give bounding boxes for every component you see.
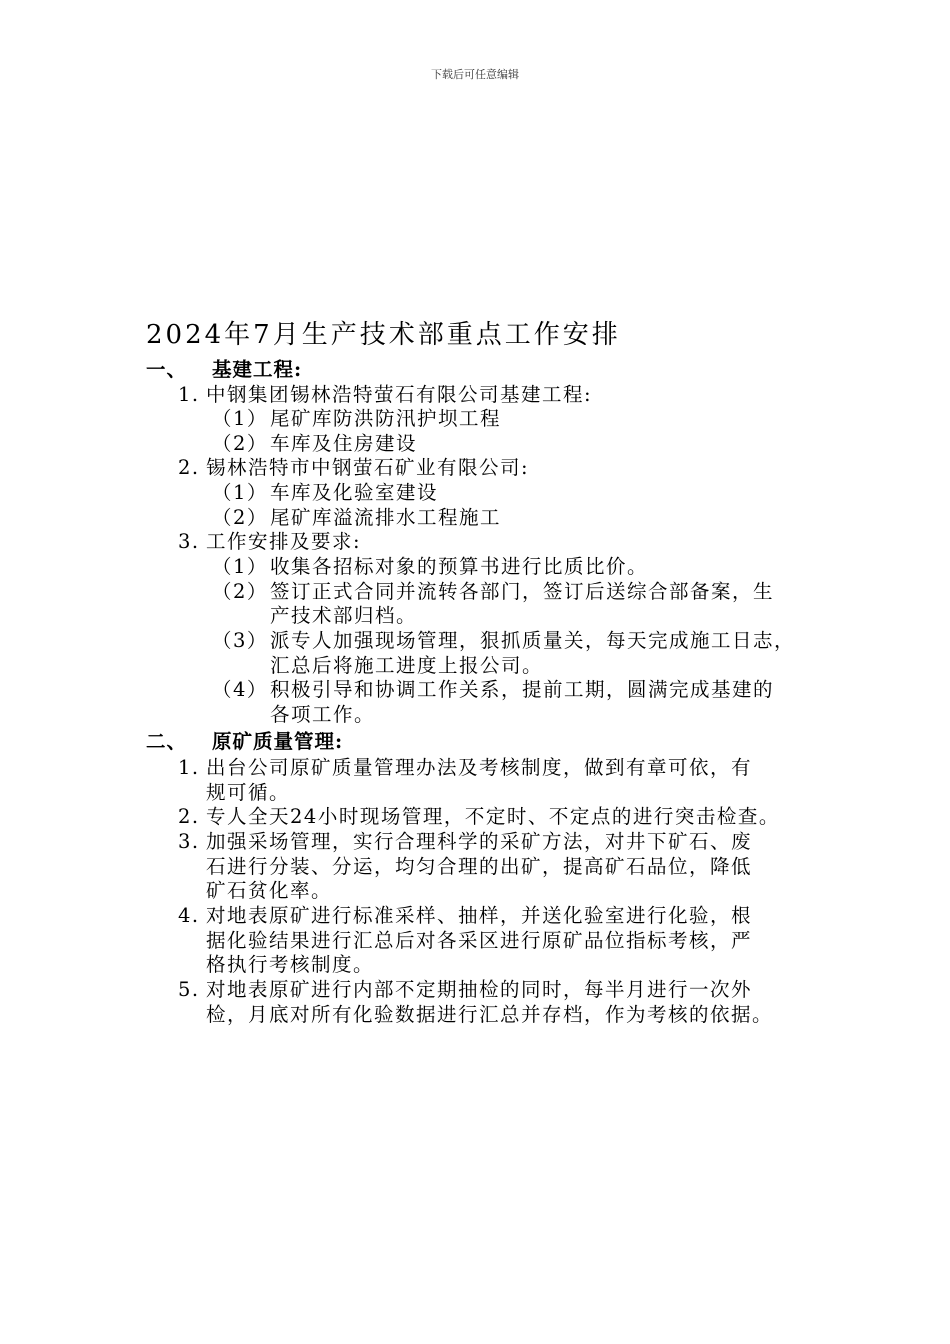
line-number: （1） (212, 481, 268, 504)
line-number: （2） (212, 432, 268, 455)
line-number: 1. (178, 756, 200, 779)
list-item-text: 对地表原矿进行标准采样、抽样，并送化验室进行化验，根 (206, 904, 753, 927)
list-item-text: 石进行分装、分运，均匀合理的出矿，提高矿石品位，降低 (206, 855, 753, 878)
section-heading: 原矿质量管理: (212, 730, 344, 753)
list-item-text: 汇总后将施工进度上报公司。 (270, 654, 544, 677)
list-item-text: 派专人加强现场管理，狠抓质量关，每天完成施工日志， (270, 629, 796, 652)
page-header: 下载后可任意编辑 (431, 68, 519, 81)
list-item-text: 矿石贫化率。 (206, 879, 333, 902)
line-number: 一、 (146, 358, 188, 381)
line-number: （2） (212, 580, 268, 603)
line-number: （1） (212, 407, 268, 430)
line-number: 2. (178, 805, 200, 828)
section-heading: 基建工程: (212, 358, 303, 381)
line-number: （1） (212, 555, 268, 578)
document-title: 2024年7月生产技术部重点工作安排 (146, 320, 621, 350)
list-item-text: 尾矿库防洪防汛护坝工程 (270, 407, 502, 430)
line-number: 4. (178, 904, 200, 927)
list-item-text: 对地表原矿进行内部不定期抽检的同时，每半月进行一次外 (206, 978, 753, 1001)
list-item-text: 据化验结果进行汇总后对各采区进行原矿品位指标考核，严 (206, 929, 753, 952)
line-number: 5. (178, 978, 200, 1001)
line-number: 3. (178, 530, 200, 553)
list-item-text: 积极引导和协调工作关系，提前工期，圆满完成基建的 (270, 678, 775, 701)
line-number: 3. (178, 830, 200, 853)
list-item-text: 产技术部归档。 (270, 604, 418, 627)
list-item-text: 车库及住房建设 (270, 432, 418, 455)
list-item-text: 出台公司原矿质量管理办法及考核制度，做到有章可依，有 (206, 756, 753, 779)
list-item-text: 各项工作。 (270, 703, 376, 726)
line-number: 二、 (146, 730, 188, 753)
list-item-text: 签订正式合同并流转各部门，签订后送综合部备案，生 (270, 580, 775, 603)
list-item-text: 检，月底对所有化验数据进行汇总并存档，作为考核的依据。 (206, 1003, 774, 1026)
list-item-text: 车库及化验室建设 (270, 481, 439, 504)
list-item-text: 工作安排及要求: (206, 530, 362, 553)
line-number: 1. (178, 383, 200, 406)
list-item-text: 格执行考核制度。 (206, 953, 375, 976)
list-item-text: 中钢集团锡林浩特萤石有限公司基建工程: (206, 383, 593, 406)
line-number: （2） (212, 506, 268, 529)
line-number: （3） (212, 629, 268, 652)
list-item-text: 规可循。 (206, 781, 291, 804)
line-number: 2. (178, 456, 200, 479)
list-item-text: 收集各招标对象的预算书进行比质比价。 (270, 555, 649, 578)
list-item-text: 锡林浩特市中钢萤石矿业有限公司: (206, 456, 530, 479)
list-item-text: 尾矿库溢流排水工程施工 (270, 506, 502, 529)
line-number: （4） (212, 678, 268, 701)
list-item-text: 加强采场管理，实行合理科学的采矿方法，对井下矿石、废 (206, 830, 753, 853)
list-item-text: 专人全天24小时现场管理，不定时、不定点的进行突击检查。 (206, 805, 780, 828)
